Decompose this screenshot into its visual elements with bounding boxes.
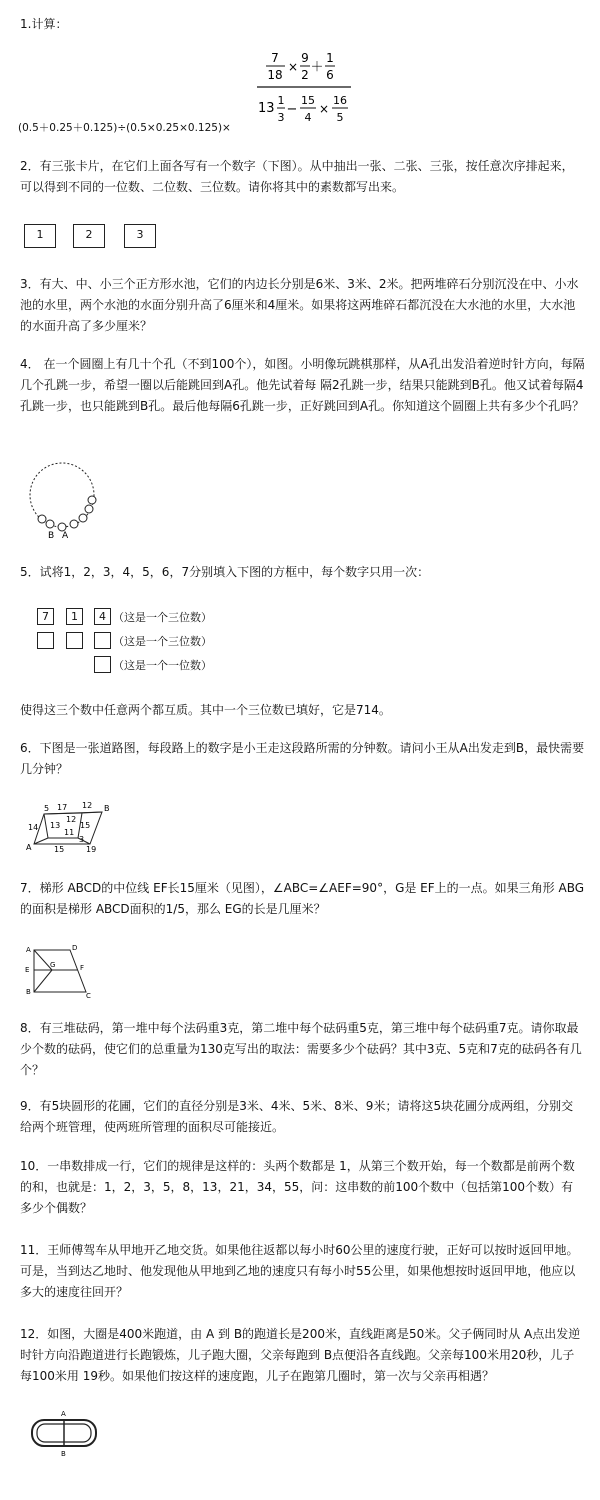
question-10-text: 10．一串数排成一行，它们的规律是这样的：头两个数都是 1，从第三个数开始，每一个数都是前两个数的和，也就是：1，2，3，5，8，13，21，34，55，问：这串数的前100个数中（包括第100个数）有多少个偶数？ [20,1159,575,1215]
question-7-trapezoid-diagram [22,942,102,1000]
card-2: 2 [73,224,105,248]
minus-sign: − [286,102,298,117]
mixed-number-denominator: 3 [277,111,285,124]
track-a-label: A [61,1410,66,1418]
hole-b-label: B [48,531,55,540]
blank-box-2[interactable] [66,632,83,649]
point-a-label: A [26,843,32,852]
road-label-3: 3 [79,835,85,844]
frac4-denominator: 4 [304,111,312,124]
frac4-numerator: 15 [301,94,315,107]
question-1-title: 1.计算： [20,17,68,31]
frac5-denominator: 5 [336,111,344,124]
question-9-text: 9．有5块圆形的花圃，它们的直径分别是3米、4米、5米、8米、9米；请将这5块花圃分成两组，分别交给两个班管理，使两班所管理的面积尽可能接近。 [20,1099,574,1134]
question-2-text: 2．有三张卡片，在它们上面各写有一个数字（下图）。从中抽出一张、二张、三张，按任意次序排起来，可以得到不同的一位数、二位数、三位数。请你将其中的素数都写出来。 [20,159,574,194]
card-1: 1 [24,224,56,248]
road-label-11: 11 [64,828,75,837]
frac1-denominator: 18 [267,68,283,82]
blank-box-4[interactable] [94,656,111,673]
road-label-12-mid: 12 [66,815,77,824]
question-1-expression-left: (0.5＋0.25＋0.125)÷(0.5×0.25×0.125)× [18,122,231,134]
mixed-number-whole: 13 [258,101,275,116]
note-three-digit-1: （这是一个三位数） [113,611,212,624]
road-label-19: 19 [86,845,97,854]
filled-box-1: 1 [66,608,83,625]
question-5-text: 5．试将1，2，3，4，5，6，7分别填入下图的方框中，每个数字只用一次： [20,565,430,579]
vertex-a-label: A [26,946,31,954]
question-4-circle-diagram [20,460,110,540]
vertex-d-label: D [72,944,78,952]
blank-box-1[interactable] [37,632,54,649]
question-12-track-diagram [26,1408,106,1460]
frac2-numerator: 9 [301,51,309,65]
question-7-text: 7．梯形 ABCD的中位线 EF长15厘米（见图），∠ABC=∠AEF=90°，G是 EF上的一点。如果三角形 ABG的面积是梯形 ABCD面积的1/5，那么 EG的长是几厘米？ [20,881,585,916]
filled-box-7: 7 [37,608,54,625]
road-label-14: 14 [28,823,39,832]
question-3-text: 3．有大、中、小三个正方形水池，它们的内边长分别是6米、3米、2米。把两堆碎石分别沉没在中、小水池的水里，两个水池的水面分别升高了6厘米和4厘米。如果将这两堆碎石都沉没在大水池的水里，大水池的水面升高了多少厘米？ [20,277,579,333]
frac5-numerator: 16 [333,94,347,107]
vertex-c-label: C [86,992,91,1000]
road-label-15-right: 15 [80,821,91,830]
times-sign-2: × [318,102,330,116]
frac2-denominator: 2 [301,68,309,82]
question-11-text: 11．王师傅驾车从甲地开乙地交货。如果他往返都以每小时60公里的速度行驶，正好可以按时返回甲地。可是，当到达乙地时、他发现他从甲地到乙地的速度只有每小时55公里，如果他想按时返回甲地，他应以多大的速度往回开？ [20,1243,579,1299]
mixed-number-numerator: 1 [277,94,285,107]
frac3-numerator: 1 [326,51,334,65]
plus-sign: ＋ [310,60,324,75]
road-label-17: 17 [57,803,68,812]
point-g-label: G [50,961,56,969]
question-8-text: 8．有三堆砝码，第一堆中每个法码重3克，第二堆中每个砝码重5克，第三堆中每个砝码重7克。请你取最少个数的砝码，使它们的总重量为130克写出的取法：需要多少个砝码？其中3克、5克和7克的砝码各有几个？ [20,1021,582,1077]
point-f-label: F [80,964,85,972]
question-12-text: 12．如图，大圈是400米跑道，由 A 到 B的跑道长是200米，直线距离是50米。父子俩同时从 A点出发逆时针方向沿跑道进行长跑锻炼，儿子跑大圈，父亲每跑到 B点便沿各直线跑。父亲每100米用20秒，儿子每100米用 19秒。如果他们按这样的速度跑，儿子在跑第几圈时，第一次与父亲再相遇？ [20,1327,581,1383]
vertex-b-label: B [26,988,31,996]
note-three-digit-2: （这是一个三位数） [113,635,212,648]
note-one-digit: （这是一个一位数） [113,659,212,672]
point-b-label: B [104,804,110,813]
question-6-text: 6．下图是一张道路图，每段路上的数字是小王走这段路所需的分钟数。请问小王从A出发走到B，最快需要几分钟？ [20,741,585,776]
times-sign: × [287,60,299,74]
road-label-5: 5 [44,804,50,813]
filled-box-4: 4 [94,608,111,625]
road-label-13: 13 [50,821,61,830]
question-4-text: 4． 在一个圆圈上有几十个孔（不到100个），如图。小明像玩跳棋那样，从A孔出发沿着逆时针方向，每隔几个孔跳一步，希望一圈以后能跳回到A孔。他先试着每 隔2孔跳一步，结果只能跳到B孔。他又试着每隔4孔跳一步，也只能跳到B孔。最后他每隔6孔跳一步，正好跳回到A孔。你知道这个圆圈上共有多少个孔吗？ [20,357,585,413]
question-1-complex-fraction [255,48,355,134]
road-label-12-top: 12 [82,801,93,810]
frac3-denominator: 6 [326,68,334,82]
road-label-15-bottom: 15 [54,845,65,854]
point-e-label: E [25,966,30,974]
hole-a-label: A [62,531,69,540]
blank-box-3[interactable] [94,632,111,649]
card-3: 3 [124,224,156,248]
question-6-road-map [22,798,112,858]
frac1-numerator: 7 [271,51,279,65]
question-5-after-text: 使得这三个数中任意两个都互质。其中一个三位数已填好，它是714。 [20,703,391,717]
track-b-label: B [61,1450,66,1458]
